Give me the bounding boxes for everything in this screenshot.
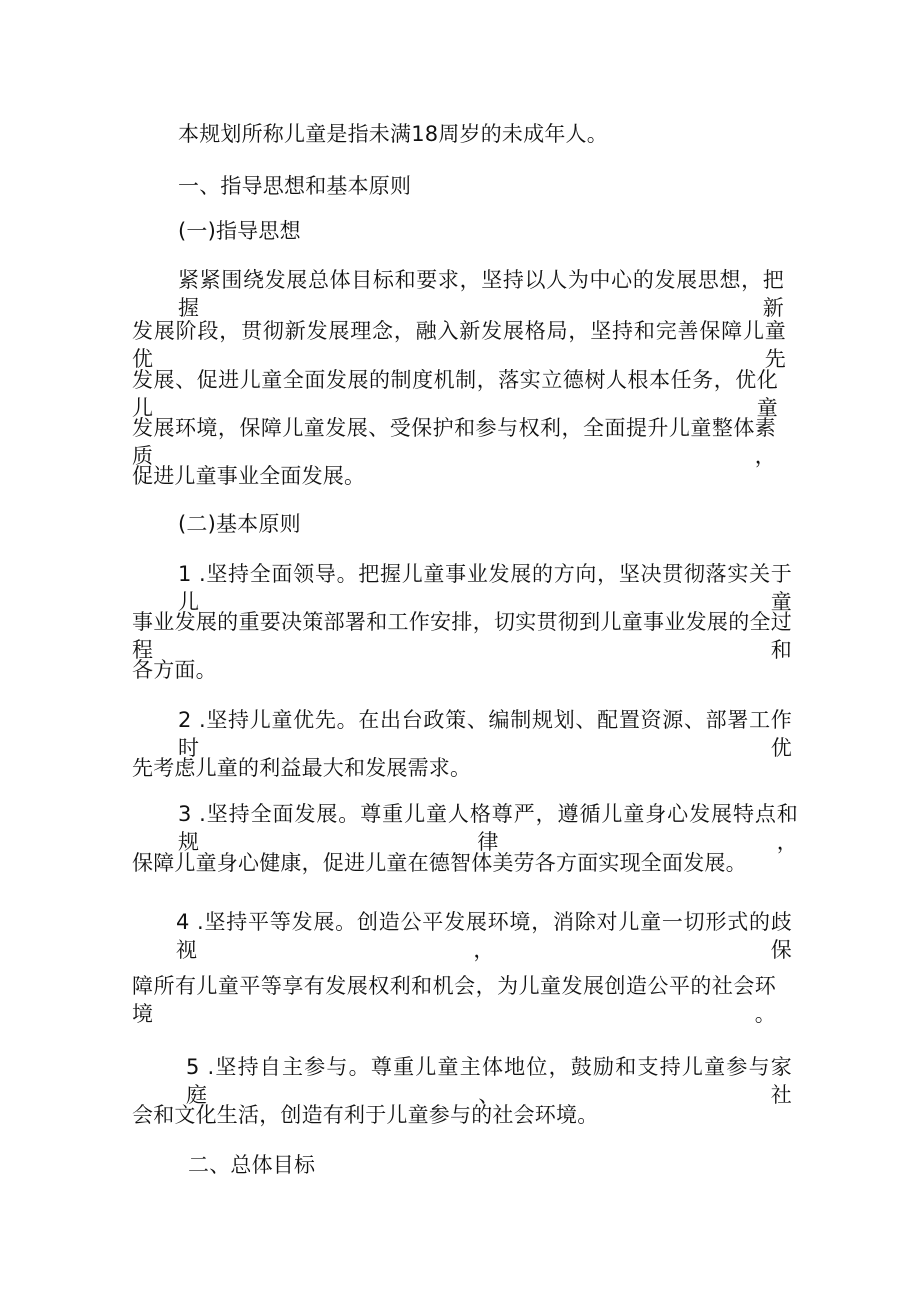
- principle-4-line-1: 4 .坚持平等发展。创造公平发展环境，消除对儿童一切形式的歧视，保: [176, 910, 792, 962]
- principle-1-line-3: 各方面。: [132, 658, 217, 682]
- subsection-heading-1: (一)指导思想: [178, 219, 301, 243]
- principle-5-line-2: 会和文化生活，创造有利于儿童参与的社会环境。: [132, 1103, 599, 1127]
- principle-1-line-2: 事业发展的重要决策部署和工作安排，切实贯彻到儿童事业发展的全过程和: [132, 610, 792, 662]
- guiding-paragraph-line-1: 紧紧围绕发展总体目标和要求，坚持以人为中心的发展思想，把握新: [178, 268, 784, 320]
- principle-3-line-2: 保障儿童身心健康，促进儿童在德智体美劳各方面实现全面发展。: [132, 851, 747, 875]
- guiding-paragraph-line-2: 发展阶段，贯彻新发展理念，融入新发展格局，坚持和完善保障儿童优先: [132, 319, 786, 371]
- principle-3-line-1: 3 .坚持全面发展。尊重儿童人格尊严，遵循儿童身心发展特点和规律，: [178, 802, 798, 854]
- principle-2-line-1: 2 .坚持儿童优先。在出台政策、编制规划、配置资源、部署工作时优: [178, 708, 792, 760]
- section-heading-1: 一、指导思想和基本原则: [178, 174, 412, 198]
- section-heading-2: 二、总体目标: [188, 1153, 316, 1177]
- scope-definition: 本规划所称儿童是指未满18周岁的未成年人。: [178, 122, 608, 146]
- guiding-paragraph-line-3: 发展、促进儿童全面发展的制度机制，落实立德树人根本任务，优化儿童: [132, 368, 778, 420]
- subsection-heading-2: (二)基本原则: [178, 512, 301, 536]
- principle-2-line-2: 先考虑儿童的利益最大和发展需求。: [132, 756, 472, 780]
- guiding-paragraph-line-4: 发展环境，保障儿童发展、受保护和参与权利，全面提升儿童整体素质，: [132, 416, 776, 468]
- principle-4-line-2: 障所有儿童平等享有发展权利和机会，为儿童发展创造公平的社会环境。: [132, 974, 776, 1026]
- principle-1-line-1: 1 .坚持全面领导。把握儿童事业发展的方向，坚决贯彻落实关于儿童: [178, 562, 792, 614]
- principle-5-line-1: 5 .坚持自主参与。尊重儿童主体地位，鼓励和支持儿童参与家庭、社: [186, 1055, 792, 1107]
- guiding-paragraph-line-5: 促进儿童事业全面发展。: [132, 464, 366, 488]
